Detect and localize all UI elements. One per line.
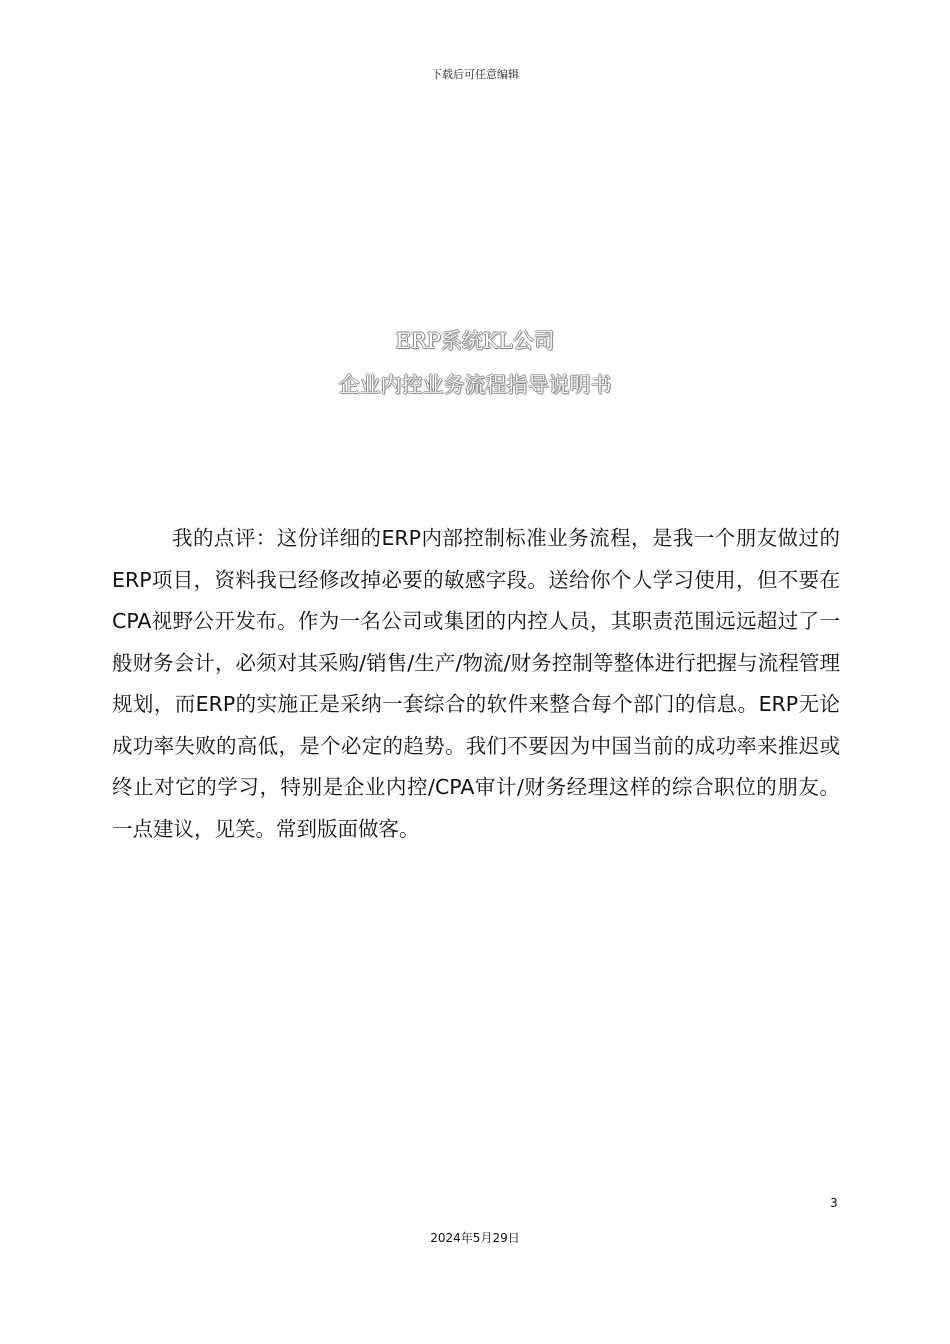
commentary-paragraph: 我的点评：这份详细的ERP内部控制标准业务流程，是我一个朋友做过的ERP项目，资料我已经修改掉必要的敏感字段。送给你个人学习使用，但不要在CPA视野公开发布。作为一名公司或集团的内控人员，其职责范围远远超过了一般财务会计，必须对其采购/销售/生产/物流/财务控制等整体进行把握与流程管理规划，而ERP的实施正是采纳一套综合的软件来整合每个部门的信息。ERP无论成功率失败的高低，是个必定的趋势。我们不要因为中国当前的成功率来推迟或终止对它的学习，特别是企业内控/CPA审计/财务经理这样的综合职位的朋友。一点建议，见笑。常到版面做客。	[112, 526, 840, 841]
page-header: 下载后可任意编辑	[431, 68, 519, 81]
document-title	[0, 322, 950, 404]
title-line-subject: 企业内控业务流程指导说明书	[338, 373, 612, 397]
title-line-company: ERP系统KL公司	[395, 329, 555, 353]
footer-date: 2024年5月29日	[430, 1231, 520, 1245]
page-number: 3	[830, 1196, 838, 1210]
